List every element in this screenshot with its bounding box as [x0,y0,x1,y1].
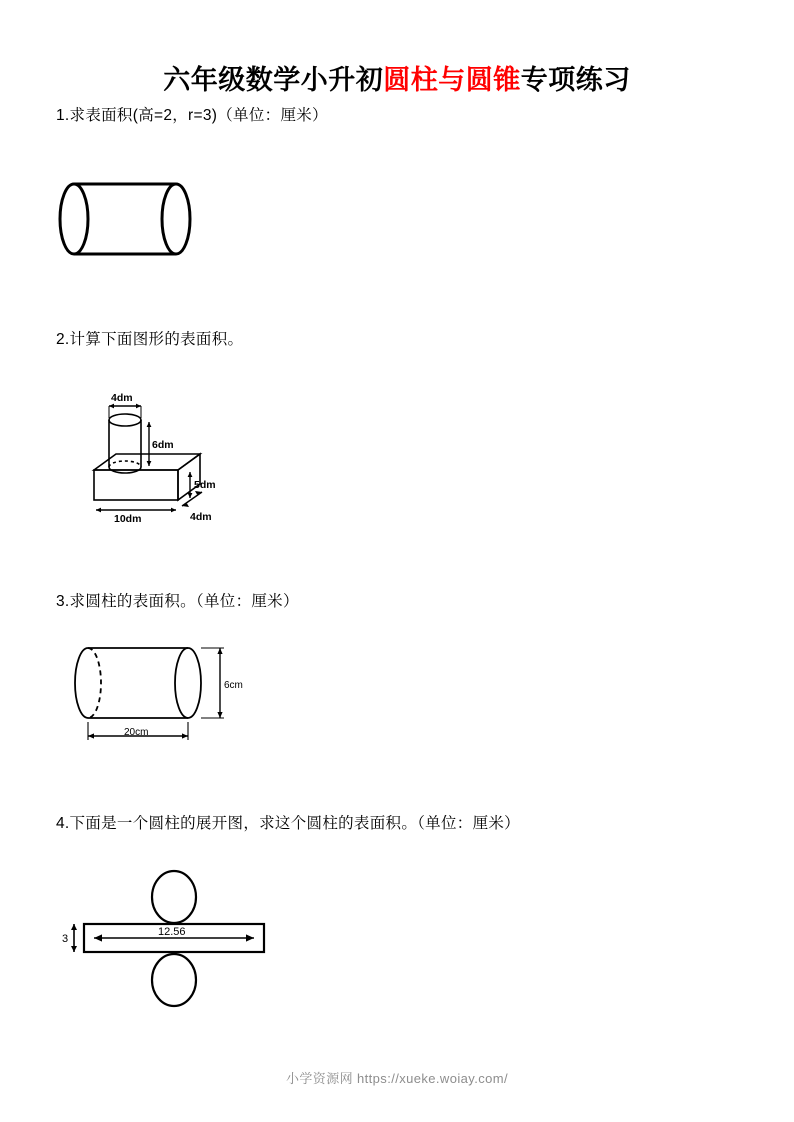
figure-4-cylinder-net [60,862,320,1017]
figure-2-cylinder-on-prism [70,392,290,557]
title-prefix: 六年级数学小升初 [163,65,384,95]
label-box-depth: 4dm [190,511,212,523]
footer-watermark: 小学资源网 https://xueke.woiay.com/ [286,1071,508,1086]
figure-1-horizontal-cylinder [56,168,256,283]
cylinder-with-dimensions-drawing [60,636,310,756]
figure-3-cylinder-dimensioned [60,636,310,761]
cylinder-drawing [56,168,256,278]
label-cylinder-height-6cm: 6cm [224,680,243,691]
cylinder-net-drawing [60,862,320,1012]
question-3-text: 3.求圆柱的表面积。（单位：厘米） [56,593,299,610]
label-cylinder-diameter: 4dm [111,392,133,404]
question-1-text: 1.求表面积(高=2，r=3)（单位：厘米） [56,107,328,124]
page-title [0,58,794,97]
label-cylinder-length-20cm: 20cm [124,727,149,738]
label-net-height-3: 3 [62,933,69,945]
composite-solid-drawing [70,392,290,552]
question-2-text: 2.计算下面图形的表面积。 [56,331,244,348]
title-suffix: 专项练习 [520,65,631,95]
label-box-height: 5dm [194,479,216,491]
label-box-width: 10dm [114,513,142,525]
label-cylinder-height: 6dm [152,439,174,451]
title-highlight: 圆柱与圆锥 [383,65,521,95]
label-net-width-12-56: 12.56 [158,926,186,938]
question-4-text: 4.下面是一个圆柱的展开图，求这个圆柱的表面积。（单位：厘米） [56,815,520,832]
